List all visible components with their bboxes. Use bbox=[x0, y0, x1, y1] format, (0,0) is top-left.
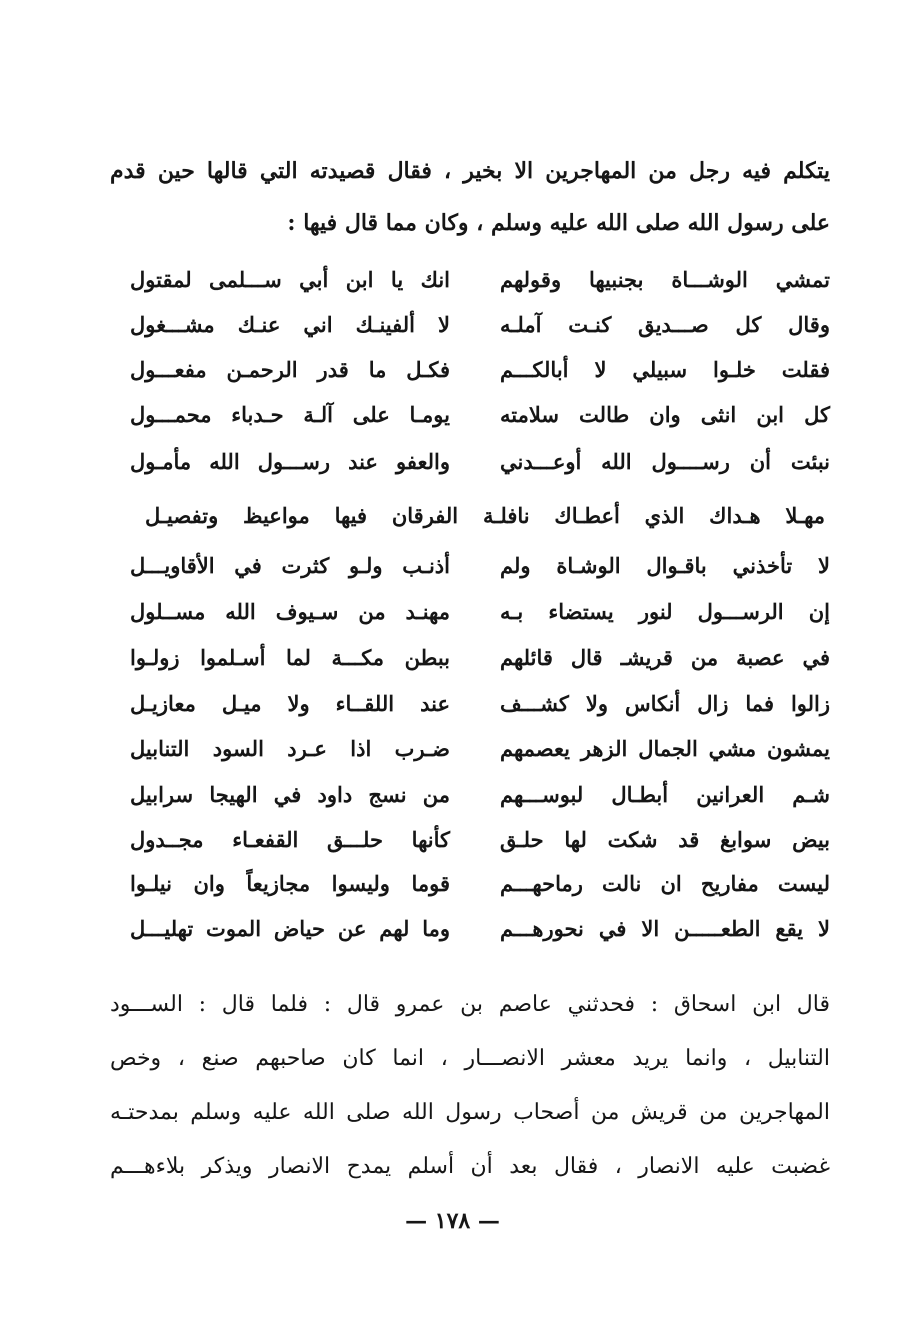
verse-second-hemistich: وما لهم عن حياض الموت تهليـــل bbox=[130, 916, 450, 941]
verse-second-hemistich: ببطن مكـــة لما أسـلموا زولـوا bbox=[130, 645, 450, 670]
verse-second-hemistich: كأنها حلـــق القفعـاء مجــدول bbox=[130, 827, 450, 852]
verse-row bbox=[130, 816, 830, 864]
text-line: غضبت عليه الانصار ، فقال بعد أن أسلم يمدح الانصار ويذكر بلاءهـــم bbox=[110, 1154, 830, 1179]
verse-first-hemistich: لا تأخذني باقـوال الوشـاة ولم bbox=[500, 553, 830, 578]
text-line: المهاجرين من قريش من أصحاب رسول الله صلى الله عليه وسلم بمدحتـه bbox=[110, 1100, 830, 1125]
verse-first-hemistich: إن الرســـول لنور يستضاء بـه bbox=[500, 599, 830, 624]
verse-row bbox=[130, 438, 830, 486]
text-line: التنابيل ، وانما يريد معشر الانصـــار ، انما كان صاحبهم صنع ، وخص bbox=[110, 1046, 830, 1071]
single-verse-line: مهـلا هـداك الذي أعطـاك نافلـة الفرقان فيها مواعيظ وتفصيـل bbox=[145, 503, 825, 528]
verse-row bbox=[130, 860, 830, 908]
intro-paragraph bbox=[110, 145, 830, 249]
verse-second-hemistich: من نسج داود في الهيجا سرابيل bbox=[130, 782, 450, 807]
verse-row bbox=[130, 391, 830, 439]
verse-second-hemistich: ضـرب اذا عـرد السود التنابيل bbox=[130, 736, 450, 761]
verse-row bbox=[130, 256, 830, 304]
verse-first-hemistich: فقلت خلـوا سبيلي لا أبالكـــم bbox=[500, 357, 830, 382]
verse-second-hemistich: مهنـد من سـيوف الله مســلول bbox=[130, 599, 450, 624]
verse-second-hemistich: يومـا على آلـة حـدباء محمـــول bbox=[130, 402, 450, 427]
verse-first-hemistich: تمشي الوشـــاة بجنبيها وقولهم bbox=[500, 267, 830, 292]
verse-row bbox=[130, 588, 830, 636]
verse-row bbox=[130, 542, 830, 590]
verse-row bbox=[130, 680, 830, 728]
verse-first-hemistich: كل ابن انثى وان طالت سلامته bbox=[500, 402, 830, 427]
page-number: — ١٧٨ — bbox=[405, 1208, 500, 1234]
verse-first-hemistich: في عصبة من قريشـ قال قائلهم bbox=[500, 645, 830, 670]
text-line: على رسول الله صلى الله عليه وسلم ، وكان مما قال فيها : bbox=[287, 210, 830, 236]
verse-row bbox=[130, 771, 830, 819]
verse-second-hemistich: انك يا ابن أبي ســـلمى لمقتول bbox=[130, 267, 450, 292]
verse-first-hemistich: شـم العرانين أبطـال لبوســـهم bbox=[500, 782, 830, 807]
verse-row bbox=[130, 346, 830, 394]
verse-row bbox=[130, 905, 830, 953]
verse-second-hemistich: لا ألفينـك اني عنـك مشـــغول bbox=[130, 312, 450, 337]
outro-paragraph bbox=[110, 978, 830, 1194]
verse-first-hemistich: لا يقع الطعـــــن الا في نحورهـــم bbox=[500, 916, 830, 941]
text-line: قال ابن اسحاق : فحدثني عاصم بن عمرو قال : فلما قال : الســـود bbox=[110, 992, 830, 1017]
verse-first-hemistich: زالوا فما زال أنكاس ولا كشـــف bbox=[500, 691, 830, 716]
verse-row bbox=[130, 725, 830, 773]
verse-first-hemistich: وقال كل صـــديق كنـت آملـه bbox=[500, 312, 830, 337]
verse-second-hemistich: قوما وليسوا مجازيعاً وان نيلـوا bbox=[130, 871, 450, 896]
verse-first-hemistich: يمشون مشي الجمال الزهر يعصمهم bbox=[500, 736, 830, 761]
verse-first-hemistich: نبئت أن رســــول الله أوعـــدني bbox=[500, 449, 830, 474]
verse-row bbox=[130, 634, 830, 682]
verse-second-hemistich: أذنـب ولـو كثرت في الأقاويـــل bbox=[130, 553, 450, 578]
verse-row bbox=[130, 301, 830, 349]
verse-second-hemistich: عند اللقــاء ولا ميـل معازيـل bbox=[130, 691, 450, 716]
verse-first-hemistich: بيض سوابغ قد شكت لها حلـق bbox=[500, 827, 830, 852]
verse-second-hemistich: والعفو عند رســـول الله مأمـول bbox=[130, 449, 450, 474]
verse-first-hemistich: ليست مفاريح ان نالت رماحهـــم bbox=[500, 871, 830, 896]
verse-second-hemistich: فكـل ما قدر الرحمـن مفعـــول bbox=[130, 357, 450, 382]
text-line: يتكلم فيه رجل من المهاجرين الا بخير ، فقال قصيدته التي قالها حين قدم bbox=[110, 158, 830, 184]
